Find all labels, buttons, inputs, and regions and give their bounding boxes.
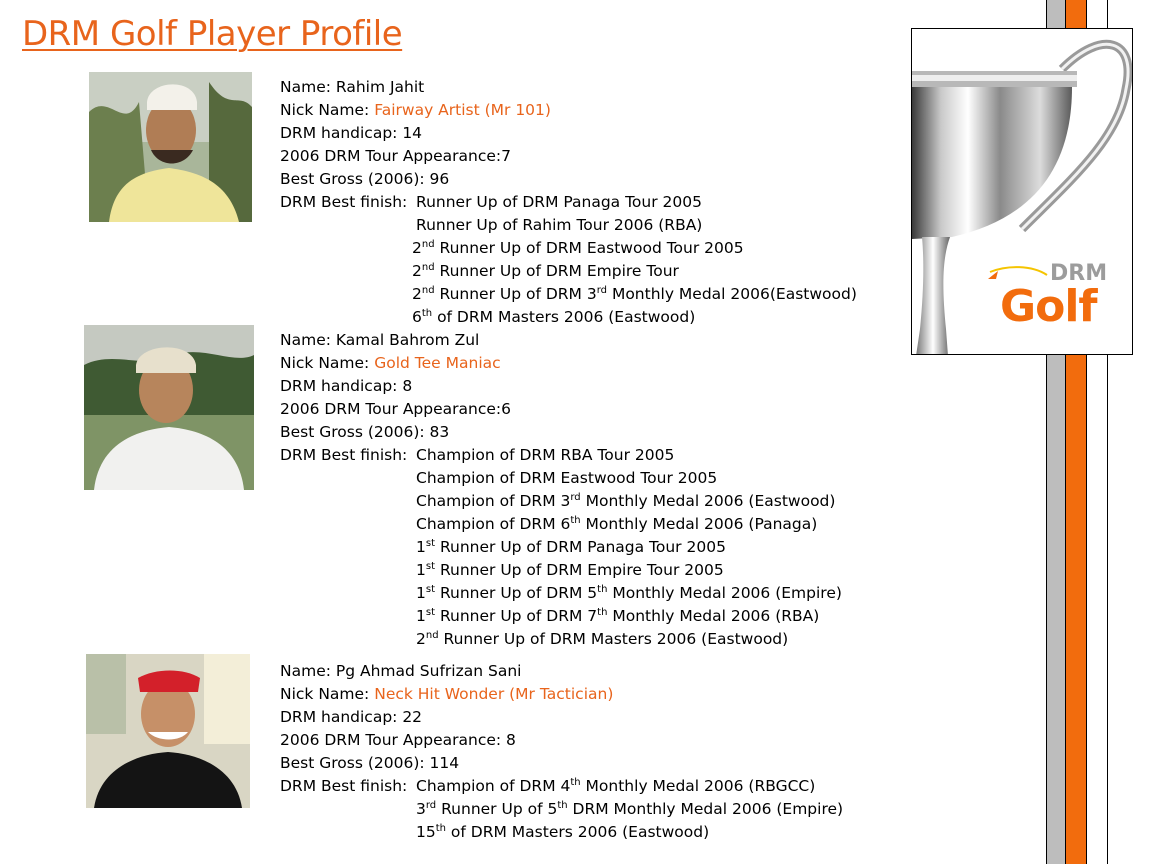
player-profile-2 bbox=[280, 329, 842, 651]
player-profile-3 bbox=[280, 660, 843, 844]
finish-item: 2nd Runner Up of DRM Masters 2006 (Eastwood) bbox=[416, 629, 789, 648]
logo-drm-text: DRM bbox=[1050, 261, 1108, 286]
player-photo-kamal bbox=[84, 325, 254, 490]
best-gross-label: Best Gross (2006): bbox=[280, 170, 430, 188]
trophy-image bbox=[911, 28, 1133, 355]
finish-item: Champion of DRM 4th Monthly Medal 2006 (RBGCC) bbox=[416, 776, 816, 795]
appearance-value: 8 bbox=[506, 731, 516, 749]
appearance-label: 2006 DRM Tour Appearance: bbox=[280, 731, 507, 749]
handicap-label: DRM handicap: bbox=[280, 377, 403, 395]
player-handicap bbox=[280, 122, 857, 145]
player-nickname bbox=[280, 352, 842, 375]
finish-item: 3rd Runner Up of 5th DRM Monthly Medal 2006 (Empire) bbox=[416, 799, 844, 818]
name-label: Name: bbox=[280, 331, 336, 349]
finish-item: Champion of DRM Eastwood Tour 2005 bbox=[416, 469, 718, 487]
player-best-gross bbox=[280, 752, 843, 775]
player-handicap bbox=[280, 375, 842, 398]
best-finish-label: DRM Best finish: bbox=[280, 193, 408, 211]
player-photo-rahim bbox=[89, 72, 252, 222]
player-appearance bbox=[280, 145, 857, 168]
name-value: Rahim Jahit bbox=[335, 78, 425, 96]
player-nickname bbox=[280, 683, 843, 706]
player-handicap bbox=[280, 706, 843, 729]
finish-item: 1st Runner Up of DRM Empire Tour 2005 bbox=[416, 560, 724, 579]
finish-item: Runner Up of Rahim Tour 2006 (RBA) bbox=[416, 216, 703, 234]
player-name bbox=[280, 329, 842, 352]
nick-label: Nick Name: bbox=[280, 685, 375, 703]
name-value: Pg Ahmad Sufrizan Sani bbox=[335, 662, 522, 680]
player-appearance bbox=[280, 398, 842, 421]
name-label: Name: bbox=[280, 662, 336, 680]
best-gross-label: Best Gross (2006): bbox=[280, 754, 430, 772]
finish-item: 6th of DRM Masters 2006 (Eastwood) bbox=[412, 307, 696, 326]
finish-item: 1st Runner Up of DRM 5th Monthly Medal 2006 (Empire) bbox=[416, 583, 842, 602]
appearance-label: 2006 DRM Tour Appearance: bbox=[280, 400, 502, 418]
nick-value: Gold Tee Maniac bbox=[374, 354, 501, 372]
handicap-label: DRM handicap: bbox=[280, 124, 403, 142]
page-title: DRM Golf Player Profile bbox=[22, 14, 403, 54]
finish-item: 1st Runner Up of DRM 7th Monthly Medal 2006 (RBA) bbox=[416, 606, 820, 625]
appearance-label: 2006 DRM Tour Appearance: bbox=[280, 147, 502, 165]
nick-label: Nick Name: bbox=[280, 354, 375, 372]
player-best-gross bbox=[280, 168, 857, 191]
finish-item: 15th of DRM Masters 2006 (Eastwood) bbox=[416, 822, 710, 841]
handicap-value: 14 bbox=[402, 124, 423, 142]
finish-item: Champion of DRM 3rd Monthly Medal 2006 (Eastwood) bbox=[416, 491, 836, 510]
best-gross-value: 83 bbox=[429, 423, 450, 441]
best-finish-list bbox=[280, 191, 857, 329]
nick-label: Nick Name: bbox=[280, 101, 375, 119]
finish-item: 2nd Runner Up of DRM 3rd Monthly Medal 2006(Eastwood) bbox=[412, 284, 857, 303]
appearance-value: 6 bbox=[501, 400, 511, 418]
player-name bbox=[280, 660, 843, 683]
nick-value: Fairway Artist (Mr 101) bbox=[374, 101, 551, 119]
finish-item: 1st Runner Up of DRM Panaga Tour 2005 bbox=[416, 537, 726, 556]
handicap-value: 22 bbox=[402, 708, 423, 726]
finish-item: Champion of DRM RBA Tour 2005 bbox=[416, 446, 675, 464]
player-name bbox=[280, 76, 857, 99]
best-finish-label: DRM Best finish: bbox=[280, 446, 408, 464]
finish-item: 2nd Runner Up of DRM Empire Tour bbox=[412, 261, 679, 280]
player-nickname bbox=[280, 99, 857, 122]
name-value: Kamal Bahrom Zul bbox=[335, 331, 480, 349]
handicap-value: 8 bbox=[402, 377, 413, 395]
finish-item: Champion of DRM 6th Monthly Medal 2006 (Panaga) bbox=[416, 514, 818, 533]
nick-value: Neck Hit Wonder (Mr Tactician) bbox=[374, 685, 614, 703]
best-finish-list bbox=[280, 444, 842, 651]
name-label: Name: bbox=[280, 78, 336, 96]
best-finish-list bbox=[280, 775, 843, 844]
best-gross-value: 96 bbox=[429, 170, 450, 188]
finish-item: 2nd Runner Up of DRM Eastwood Tour 2005 bbox=[412, 238, 744, 257]
player-photo-sufrizan bbox=[86, 654, 250, 808]
finish-item: Runner Up of DRM Panaga Tour 2005 bbox=[416, 193, 702, 211]
appearance-value: 7 bbox=[501, 147, 511, 165]
player-best-gross bbox=[280, 421, 842, 444]
best-gross-label: Best Gross (2006): bbox=[280, 423, 430, 441]
best-finish-label: DRM Best finish: bbox=[280, 777, 408, 795]
logo-golf-text: Golf bbox=[1000, 281, 1097, 332]
player-profile-1 bbox=[280, 76, 857, 329]
handicap-label: DRM handicap: bbox=[280, 708, 403, 726]
best-gross-value: 114 bbox=[429, 754, 460, 772]
player-appearance bbox=[280, 729, 843, 752]
